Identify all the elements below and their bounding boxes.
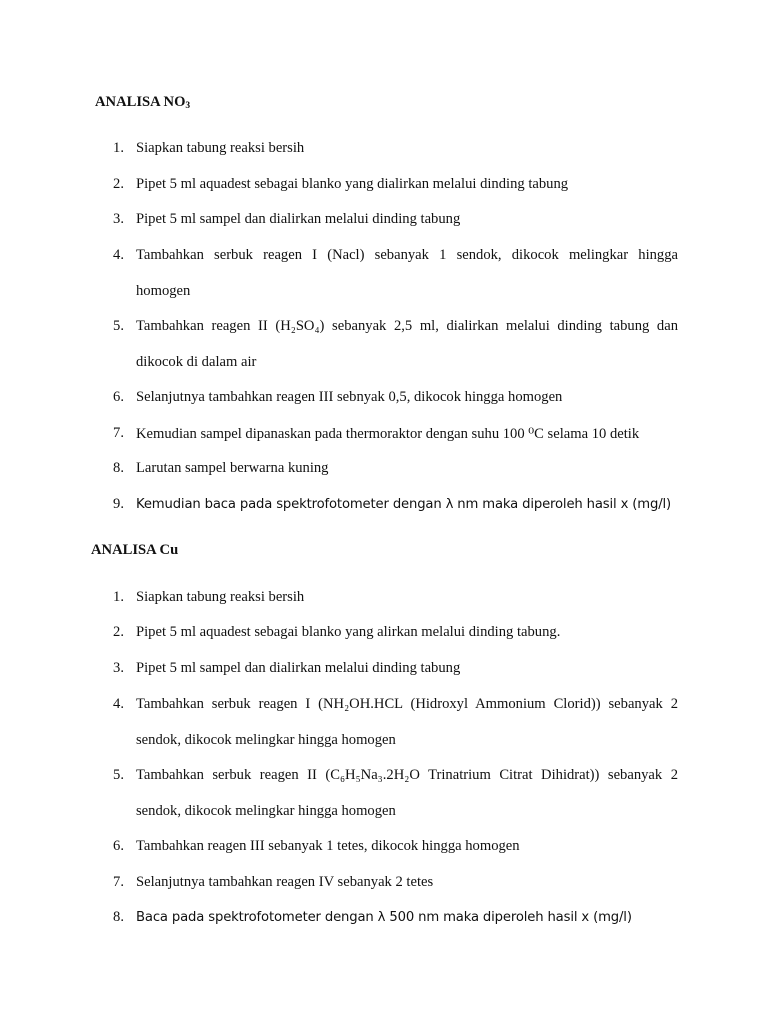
item-number: 5.	[113, 767, 124, 783]
item-text: Siapkan tabung reaksi bersih	[136, 140, 305, 156]
item-number: 9.	[113, 496, 124, 512]
item-number: 2.	[113, 624, 124, 640]
item-text: Pipet 5 ml aquadest sebagai blanko yang dialirkan melalui dinding tabung	[136, 176, 569, 192]
item-text: Tambahkan serbuk reagen I (NH₂OH.HCL (Hidroxyl Ammonium Clorid)) sebanyak 2	[136, 696, 678, 712]
item-text: Pipet 5 ml sampel dan dialirkan melalui dinding tabung	[136, 211, 461, 227]
item-number: 8.	[113, 460, 124, 476]
item-text-continued: dikocok di dalam air	[136, 354, 257, 370]
item-text: Tambahkan serbuk reagen I (Nacl) sebanyak 1 sendok, dikocok melingkar hingga	[136, 247, 678, 263]
item-text-continued: sendok, dikocok melingkar hingga homogen	[136, 732, 396, 748]
section-title-text: ANALISA Cu	[91, 542, 179, 558]
item-number: 1.	[113, 589, 124, 605]
item-text: Tambahkan serbuk reagen II (C₆H₅Na₃.2H₂O Trinatrium Citrat Dihidrat)) sebanyak 2	[136, 767, 678, 783]
item-number: 1.	[113, 140, 124, 156]
section-title-text: ANALISA NO	[95, 94, 186, 110]
item-text: Tambahkan reagen III sebanyak 1 tetes, dikocok hingga homogen	[136, 838, 520, 854]
section-title-no3	[95, 94, 190, 111]
item-text: Kemudian sampel dipanaskan pada thermoraktor dengan suhu 100 ⁰C selama 10 detik	[136, 426, 640, 442]
item-text: Selanjutnya tambahkan reagen IV sebanyak 2 tetes	[136, 874, 434, 890]
item-number: 2.	[113, 176, 124, 192]
item-text: Baca pada spektrofotometer dengan λ 500 nm maka diperoleh hasil x (mg/l)	[136, 910, 632, 925]
item-text: Pipet 5 ml sampel dan dialirkan melalui dinding tabung	[136, 660, 461, 676]
item-number: 3.	[113, 660, 124, 676]
item-number: 5.	[113, 318, 124, 334]
item-number: 4.	[113, 696, 124, 712]
item-number: 7.	[113, 425, 124, 441]
item-text: Siapkan tabung reaksi bersih	[136, 589, 305, 605]
item-text: Selanjutnya tambahkan reagen III sebnyak 0,5, dikocok hingga homogen	[136, 389, 563, 405]
item-text: Pipet 5 ml aquadest sebagai blanko yang alirkan melalui dinding tabung.	[136, 624, 561, 640]
item-number: 4.	[113, 247, 124, 263]
item-text: Tambahkan reagen II (H₂SO₄) sebanyak 2,5 ml, dialirkan melalui dinding tabung dan	[136, 318, 678, 334]
item-text: Kemudian baca pada spektrofotometer dengan λ nm maka diperoleh hasil x (mg/l)	[136, 497, 671, 512]
item-number: 6.	[113, 389, 124, 405]
item-number: 6.	[113, 838, 124, 854]
item-number: 8.	[113, 909, 124, 925]
section-title-subscript: 3	[185, 101, 191, 111]
item-text-continued: sendok, dikocok melingkar hingga homogen	[136, 803, 396, 819]
item-number: 7.	[113, 874, 124, 890]
section-title-cu	[91, 542, 178, 559]
item-number: 3.	[113, 211, 124, 227]
item-text-continued: homogen	[136, 283, 191, 299]
item-text: Larutan sampel berwarna kuning	[136, 460, 329, 476]
